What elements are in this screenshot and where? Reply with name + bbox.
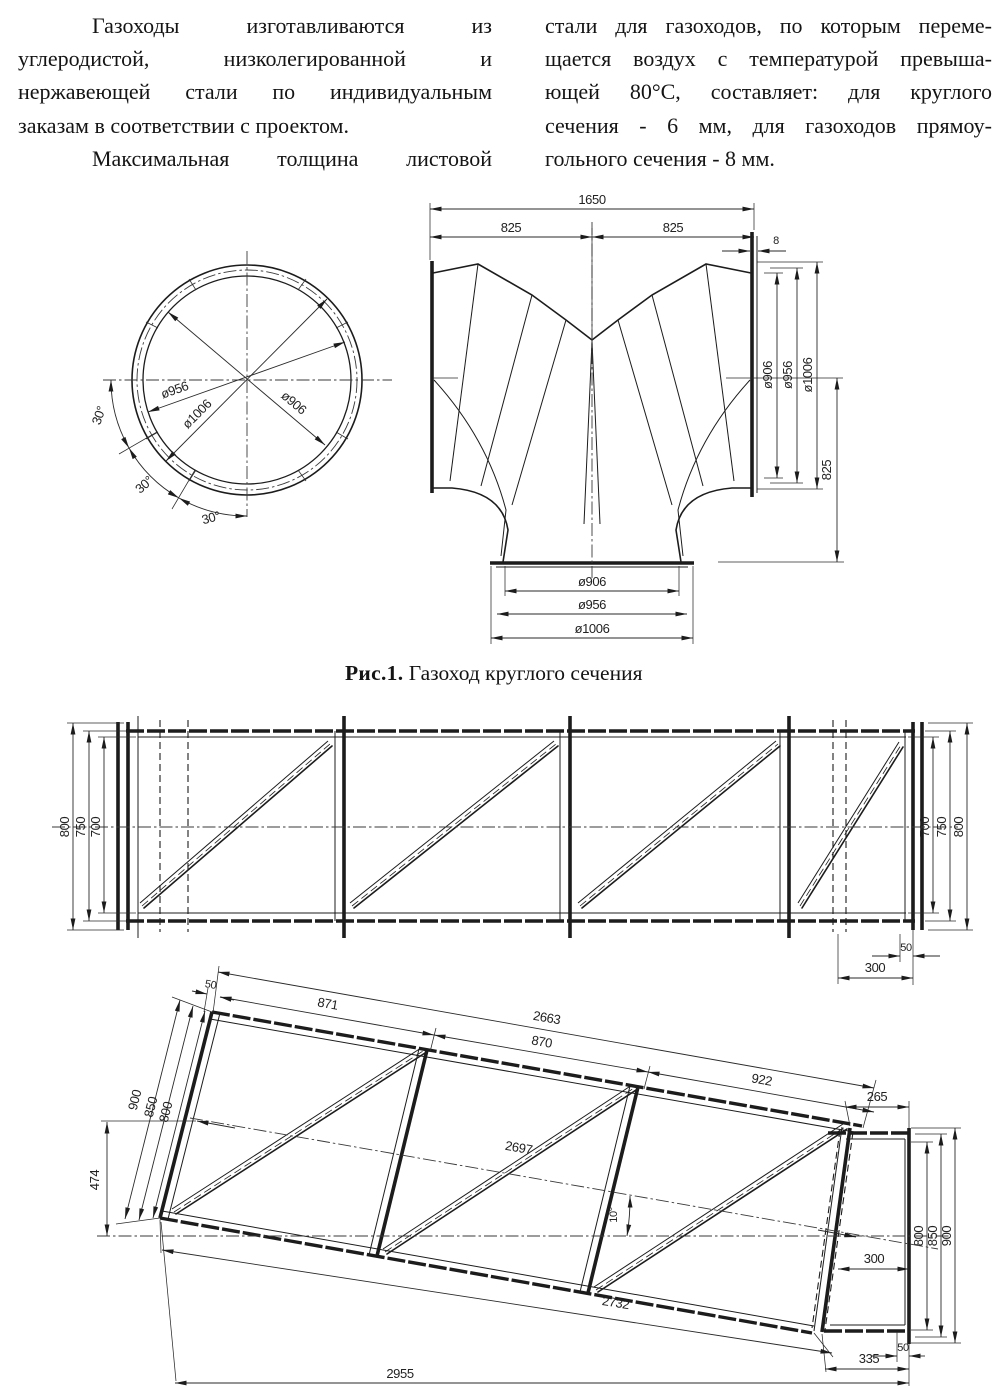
dim-870: 870 [530, 1032, 554, 1051]
dim-left-900: 900 [124, 1088, 145, 1112]
dims-left-inclined [87, 997, 212, 1236]
dim-left-750: 750 [73, 816, 88, 838]
dim-right-800: 800 [911, 1225, 926, 1247]
dim-top-50: 50 [203, 978, 218, 992]
figure1-caption [345, 661, 643, 686]
fig1-drawing [0, 185, 1000, 660]
fig2-straight-drawing [0, 690, 1000, 990]
dim-2732: 2732 [601, 1293, 631, 1313]
diameter-dims [148, 299, 345, 461]
text-line: углеродистой, низколегированной и [18, 46, 492, 72]
dim-8: 8 [773, 235, 779, 247]
tee-dims [430, 192, 844, 644]
text-line: ющей 80°С, составляет: для круглого [545, 79, 992, 105]
dim-871: 871 [316, 994, 340, 1013]
dims-left [57, 723, 136, 930]
dim-side-906: ø906 [760, 360, 775, 390]
dim-bottom-1006: ø1006 [574, 621, 610, 636]
dim-right-800: 800 [951, 816, 966, 838]
tee-section [430, 192, 844, 644]
text-line: Максимальная толщина листовой [92, 145, 492, 171]
dim-1650: 1650 [578, 192, 606, 207]
dim-2955: 2955 [386, 1366, 414, 1381]
dim-bottom-956: ø956 [577, 597, 607, 612]
dims-axis [197, 1121, 856, 1237]
dim-956: ø956 [158, 378, 191, 402]
dim-922: 922 [750, 1070, 774, 1089]
dim-bottom-906: ø906 [577, 574, 607, 589]
dim-right-700: 700 [917, 816, 932, 838]
dim-265: 265 [866, 1089, 888, 1104]
fig2-inclined-drawing [0, 958, 1000, 1388]
dim-angle-10: 10° [608, 1207, 620, 1223]
text-line: заказам в соответствии с проектом. [18, 112, 349, 138]
dim-right-750: 750 [934, 816, 949, 838]
text-line: нержавеющей стали по индивидуальным [18, 79, 492, 105]
dim-2697: 2697 [504, 1137, 534, 1158]
text-column-right [545, 9, 992, 175]
dim-825-right: 825 [662, 220, 684, 235]
dims-top-inclined [192, 966, 876, 1128]
dim-left-850: 850 [140, 1095, 161, 1119]
circle-section [89, 251, 392, 527]
caption-text: Газоход круглого сечения [403, 661, 643, 685]
dim-474: 474 [87, 1169, 102, 1191]
dim-2663: 2663 [532, 1007, 562, 1028]
dim-300: 300 [864, 960, 886, 975]
diagonal-braces-inclined [172, 1048, 847, 1292]
text-line: стали для газоходов, по которым переме- [545, 13, 992, 38]
dim-branch-825: 825 [819, 459, 834, 481]
dims-bottom-inclined [160, 1220, 909, 1383]
text-line: щается воздух с температурой превыша- [545, 46, 992, 72]
dim-side-1006: ø1006 [800, 357, 815, 393]
text-line: гольного сечения - 8 мм. [545, 145, 775, 171]
dim-left-800: 800 [57, 816, 72, 838]
dim-50: 50 [900, 942, 912, 954]
caption-label: Рис.1. [345, 661, 404, 685]
dim-335: 335 [858, 1351, 880, 1366]
dim-right-900: 900 [939, 1225, 954, 1247]
dim-906: ø906 [278, 387, 310, 418]
dim-825-left: 825 [500, 220, 522, 235]
angle-30-1: 30° [88, 404, 109, 427]
dim-right-850: 850 [925, 1225, 940, 1247]
dim-left-800: 800 [155, 1100, 176, 1124]
text-line: сечения - 6 мм, для газоходов прямоу- [545, 112, 992, 138]
dim-1006: ø1006 [179, 396, 215, 432]
dim-right-50: 50 [897, 1342, 909, 1354]
text-line: Газоходы изготавливаются из [92, 13, 492, 38]
angle-dims [89, 380, 247, 527]
dim-side-956: ø956 [780, 360, 795, 390]
text-column-left [18, 9, 492, 175]
angle-30-2: 30° [132, 472, 156, 497]
dim-right-300: 300 [863, 1251, 885, 1266]
dim-left-700: 700 [88, 816, 103, 838]
angle-30-3: 30° [199, 508, 222, 528]
